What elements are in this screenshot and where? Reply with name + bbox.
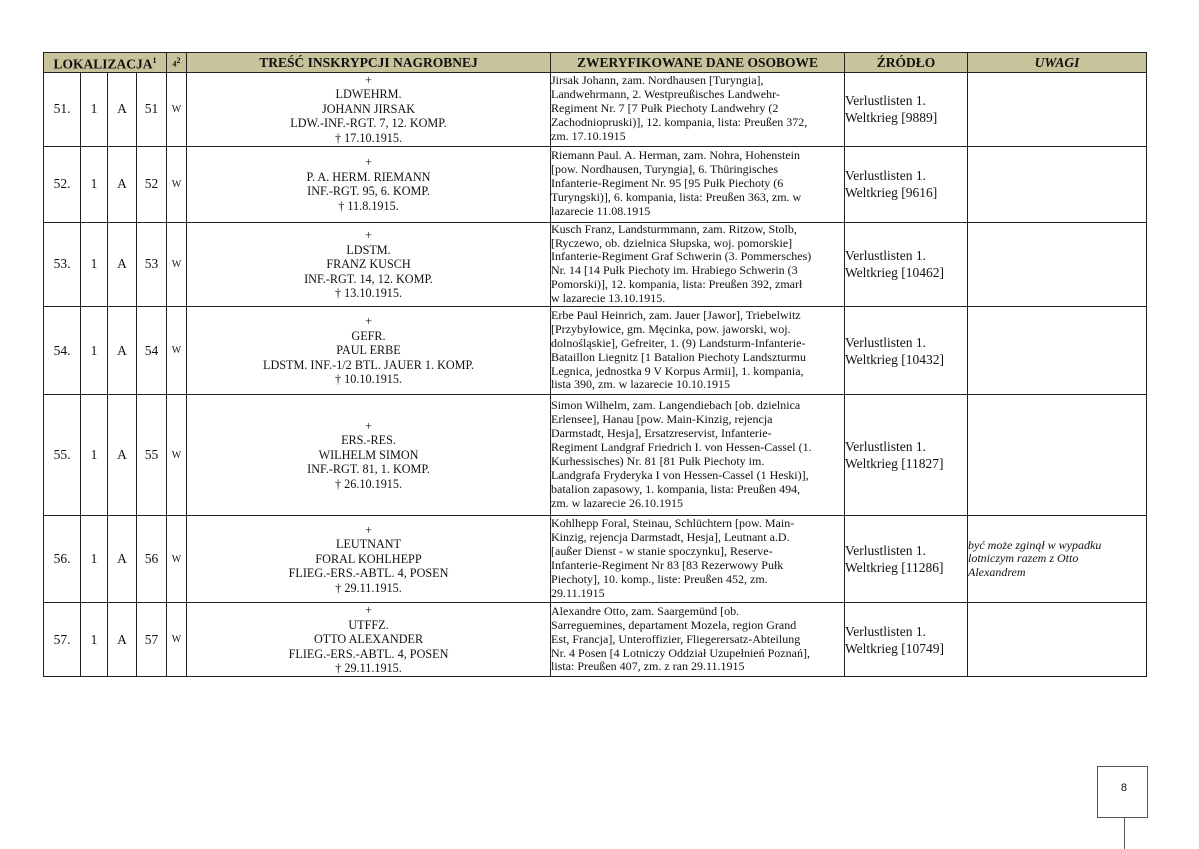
location-quarter: 1 xyxy=(81,307,108,395)
table-row xyxy=(44,516,1147,603)
source-line: Verlustlisten 1. xyxy=(845,334,927,350)
location-quarter: 1 xyxy=(81,395,108,516)
grave-type: W xyxy=(167,603,187,677)
personal-data-line: Erbe Paul Heinrich, zam. Jauer [Jawor], Triebelwitz xyxy=(551,307,801,322)
personal-data-line: Alexandre Otto, zam. Saargemünd [ob. xyxy=(551,603,740,618)
personal-data-line: [Przybyłowice, gm. Męcinka, pow. jaworski, woj. xyxy=(551,321,791,336)
location-grave: 55 xyxy=(137,395,167,516)
row-number: 54. xyxy=(44,307,81,395)
grave-type: W xyxy=(167,222,187,306)
personal-data-line: Landgrafa Fryderyka I von Hessen-Cassel (1 Heski)], xyxy=(551,468,809,482)
personal-data-line: Infanterie-Regiment Nr. 95 [95 Pułk Piechoty (6 xyxy=(551,176,784,191)
personal-data-line: Zachodniopruski)], 12. kompania, lista: Preußen 372, xyxy=(551,115,808,130)
personal-data-line: 29.11.1915 xyxy=(551,585,605,600)
personal-data-cell xyxy=(551,146,845,222)
table-row xyxy=(44,222,1147,306)
location-grave: 51 xyxy=(137,72,167,146)
inscription-line: + xyxy=(365,228,372,243)
location-row: A xyxy=(108,395,137,516)
inscription-line: UTFFZ. xyxy=(348,617,389,632)
page-number-box xyxy=(1097,766,1148,818)
source-cell xyxy=(845,146,968,222)
personal-data-line: Landwehrmann, 2. Westpreußisches Landwehr- xyxy=(551,87,780,102)
location-row: A xyxy=(108,516,137,603)
source-cell xyxy=(845,516,968,603)
header-col4: $4^2$ xyxy=(167,53,187,73)
inscription-line: LDW.-INF.-RGT. 7, 12. KOMP. xyxy=(290,116,447,131)
personal-data-line: batalion zapasowy, 1. kompania, lista: Preußen 494, xyxy=(551,481,801,496)
row-number: 55. xyxy=(44,395,81,516)
location-quarter: 1 xyxy=(81,146,108,222)
grave-type: W xyxy=(167,395,187,516)
source-line: Weltkrieg [9889] xyxy=(845,110,938,126)
inscription-line: LDSTM. xyxy=(346,242,391,257)
personal-data-line: zm. w lazarecie 26.10.1915 xyxy=(551,495,683,510)
row-number: 51. xyxy=(44,72,81,146)
source-cell xyxy=(845,307,968,395)
inscription-cell xyxy=(187,603,551,677)
location-grave: 56 xyxy=(137,516,167,603)
inscription-line: † 29.11.1915. xyxy=(335,580,402,595)
personal-data-line: Simon Wilhelm, zam. Langendiebach [ob. dzielnica xyxy=(551,398,801,413)
inscription-line: † 26.10.1915. xyxy=(335,476,403,491)
location-grave: 54 xyxy=(137,307,167,395)
personal-data-line: Bataillon Liegnitz [1 Batalion Piechoty Landszturmu xyxy=(551,349,806,364)
inscription-line: † 29.11.1915. xyxy=(335,661,402,676)
personal-data-line: Pomorski)], 12. kompania, lista: Preußen 392, zmarł xyxy=(551,277,803,292)
inscription-line: FRANZ KUSCH xyxy=(326,257,411,272)
header-zrodlo: ŹRÓDŁO xyxy=(845,53,968,73)
location-row: A xyxy=(108,72,137,146)
location-row: A xyxy=(108,603,137,677)
header-uwagi: UWAGI xyxy=(968,53,1147,73)
personal-data-line: lista 390, zm. w lazarecie 10.10.1915 xyxy=(551,377,730,392)
inscription-line: + xyxy=(365,522,372,537)
table-row xyxy=(44,307,1147,395)
table-row xyxy=(44,72,1147,146)
source-line: Verlustlisten 1. xyxy=(845,168,927,184)
personal-data-line: Jirsak Johann, zam. Nordhausen [Turyngia], xyxy=(551,73,764,88)
inscription-cell xyxy=(187,395,551,516)
inscription-line: † 17.10.1915. xyxy=(335,130,403,145)
personal-data-line: Piechoty], 10. komp., liste: Preußen 452, zm. xyxy=(551,572,768,586)
page-number: 8 xyxy=(1120,782,1127,794)
inscription-line: FLIEG.-ERS.-ABTL. 4, POSEN xyxy=(288,646,449,661)
notes-cell xyxy=(968,516,1147,603)
personal-data-cell xyxy=(551,222,845,306)
personal-data-line: zm. 17.10.1915 xyxy=(551,129,626,144)
source-line: Verlustlisten 1. xyxy=(845,543,927,559)
source-line: Verlustlisten 1. xyxy=(845,248,927,264)
row-number: 56. xyxy=(44,516,81,603)
table-row xyxy=(44,603,1147,677)
source-cell xyxy=(845,395,968,516)
inscription-line: † 10.10.1915. xyxy=(335,372,403,387)
notes-cell xyxy=(968,72,1147,146)
location-quarter: 1 xyxy=(81,72,108,146)
notes-cell xyxy=(968,395,1147,516)
location-grave: 52 xyxy=(137,146,167,222)
inscription-line: ERS.-RES. xyxy=(341,433,396,448)
inscription-line: PAUL ERBE xyxy=(336,343,401,358)
personal-data-line: Riemann Paul. A. Herman, zam. Nohra, Hohenstein xyxy=(551,148,800,163)
notes-cell xyxy=(968,146,1147,222)
source-line: Weltkrieg [10462] xyxy=(845,265,945,281)
header-dane: ZWERYFIKOWANE DANE OSOBOWE xyxy=(551,53,845,73)
location-quarter: 1 xyxy=(81,603,108,677)
table-body xyxy=(44,72,1147,676)
personal-data-line: Nr. 4 Posen [4 Lotniczy Oddział Uzupełnień Poznań], xyxy=(551,645,810,660)
personal-data-cell xyxy=(551,307,845,395)
personal-data-line: Kusch Franz, Landsturmmann, zam. Ritzow, Stolb, xyxy=(551,222,797,236)
location-row: A xyxy=(108,146,137,222)
header-row xyxy=(44,53,1147,73)
inscription-cell xyxy=(187,146,551,222)
inscription-line: + xyxy=(365,418,372,433)
inscription-line: P. A. HERM. RIEMANN xyxy=(306,169,431,184)
inscription-line: + xyxy=(365,155,372,170)
personal-data-line: Legnica, jednostka 9 V Korpus Armii], 1. kompania, xyxy=(551,363,804,378)
source-line: Verlustlisten 1. xyxy=(845,623,927,639)
row-number: 52. xyxy=(44,146,81,222)
inscription-cell xyxy=(187,307,551,395)
inscription-line: † 13.10.1915. xyxy=(335,286,403,301)
personal-data-line: [außer Dienst - w stanie spoczynku], Reserve- xyxy=(551,544,773,559)
notes-cell xyxy=(968,603,1147,677)
personal-data-line: Kurhessisches) Nr. 81 [81 Pułk Piechoty im. xyxy=(551,454,765,469)
personal-data-line: Infanterie-Regiment Graf Schwerin (3. Pommersches) xyxy=(551,249,812,264)
table-row xyxy=(44,395,1147,516)
personal-data-cell xyxy=(551,395,845,516)
notes-line: być może zginął w wypadku xyxy=(968,537,1102,552)
personal-data-line: Nr. 14 [14 Pułk Piechoty im. Hrabiego Schwerin (3 xyxy=(551,263,798,278)
source-line: Weltkrieg [10432] xyxy=(845,351,945,367)
grave-type: W xyxy=(167,516,187,603)
source-line: Weltkrieg [9616] xyxy=(845,185,938,201)
source-line: Weltkrieg [11286] xyxy=(845,560,944,576)
personal-data-line: Infanterie-Regiment Nr 83 [83 Rezerwowy Pułk xyxy=(551,558,784,573)
personal-data-line: w lazarecie 13.10.1915. xyxy=(551,291,666,306)
personal-data-cell xyxy=(551,603,845,677)
personal-data-line: Turyngski)], 6. kompania, lista: Preußen 363, zm. w xyxy=(551,190,802,205)
notes-line: Alexandrem xyxy=(968,564,1026,579)
inscription-line: + xyxy=(365,314,372,329)
inscription-line: OTTO ALEXANDER xyxy=(313,632,424,647)
personal-data-line: Regiment Landgraf Friedrich I. von Hessen-Cassel (1. xyxy=(551,440,812,455)
location-row: A xyxy=(108,307,137,395)
personal-data-line: lista: Preußen 407, zm. z ran 29.11.1915 xyxy=(551,659,745,674)
inscription-cell xyxy=(187,72,551,146)
notes-cell xyxy=(968,222,1147,306)
inscription-line: LDWEHRM. xyxy=(335,87,402,102)
inscription-line: + xyxy=(365,72,372,87)
grave-type: W xyxy=(167,146,187,222)
source-line: Weltkrieg [10749] xyxy=(845,640,945,656)
location-grave: 57 xyxy=(137,603,167,677)
row-number: 53. xyxy=(44,222,81,306)
grave-type: W xyxy=(167,72,187,146)
header-tresc: TREŚĆ INSKRYPCJI NAGROBNEJ xyxy=(187,53,551,73)
inscription-line: WILHELM SIMON xyxy=(318,447,419,462)
location-quarter: 1 xyxy=(81,222,108,306)
location-row: A xyxy=(108,222,137,306)
source-line: Weltkrieg [11827] xyxy=(845,456,944,472)
location-quarter: 1 xyxy=(81,516,108,603)
personal-data-line: [Ryczewo, ob. dzielnica Słupska, woj. pomorskie] xyxy=(551,235,793,250)
inscription-line: † 11.8.1915. xyxy=(338,198,399,213)
inscription-line: JOHANN JIRSAK xyxy=(321,101,416,116)
personal-data-cell xyxy=(551,516,845,603)
inscription-line: + xyxy=(365,603,372,618)
inscription-line: INF.-RGT. 95, 6. KOMP. xyxy=(307,184,430,199)
personal-data-line: Regiment Nr. 7 [7 Pułk Piechoty Landwehry (2 xyxy=(551,101,779,116)
inscription-line: FORAL KOHLHEPP xyxy=(315,551,422,566)
header-lokalizacja: LOKALIZACJA$^1$ xyxy=(44,53,167,73)
personal-data-line: Kinzig, rejencja Darmstadt, Hesja], Leutnant a.D. xyxy=(551,530,790,545)
table-row xyxy=(44,146,1147,222)
notes-line: lotniczym razem z Otto xyxy=(968,551,1079,566)
personal-data-line: dolnośląskie], Gefreiter, 1. (9) Landsturm-Infanterie- xyxy=(551,335,806,350)
inscription-line: GEFR. xyxy=(351,328,386,343)
source-cell xyxy=(845,603,968,677)
inscription-line: INF.-RGT. 81, 1. KOMP. xyxy=(307,462,430,477)
notes-cell xyxy=(968,307,1147,395)
inscription-line: LEUTNANT xyxy=(336,537,401,552)
source-cell xyxy=(845,222,968,306)
inscription-line: FLIEG.-ERS.-ABTL. 4, POSEN xyxy=(288,566,449,581)
location-grave: 53 xyxy=(137,222,167,306)
source-line: Verlustlisten 1. xyxy=(845,439,927,455)
source-line: Verlustlisten 1. xyxy=(845,93,927,109)
inscription-line: INF.-RGT. 14, 12. KOMP. xyxy=(304,271,433,286)
row-number: 57. xyxy=(44,603,81,677)
personal-data-line: lazarecie 11.08.1915 xyxy=(551,204,651,219)
inscription-line: LDSTM. INF.-1/2 BTL. JAUER 1. KOMP. xyxy=(263,357,474,372)
burial-register-table xyxy=(43,52,1147,677)
inscription-cell xyxy=(187,516,551,603)
personal-data-line: Kohlhepp Foral, Steinau, Schlüchtern [pow. Main- xyxy=(551,516,795,531)
grave-type: W xyxy=(167,307,187,395)
source-cell xyxy=(845,72,968,146)
personal-data-line: Darmstadt, Hesja], Ersatzreservist, Infanterie- xyxy=(551,426,772,441)
personal-data-cell xyxy=(551,72,845,146)
inscription-cell xyxy=(187,222,551,306)
personal-data-line: [pow. Nordhausen, Turyngia], 6. Thüringisches xyxy=(551,162,778,177)
personal-data-line: Sarreguemines, departament Mozela, region Grand xyxy=(551,617,797,632)
page-marker-line xyxy=(1124,817,1125,849)
personal-data-line: Erlensee], Hanau [pow. Main-Kinzig, rejencja xyxy=(551,412,773,427)
personal-data-line: Est, Francja], Unteroffizier, Fliegerersatz-Abteilung xyxy=(551,631,801,646)
